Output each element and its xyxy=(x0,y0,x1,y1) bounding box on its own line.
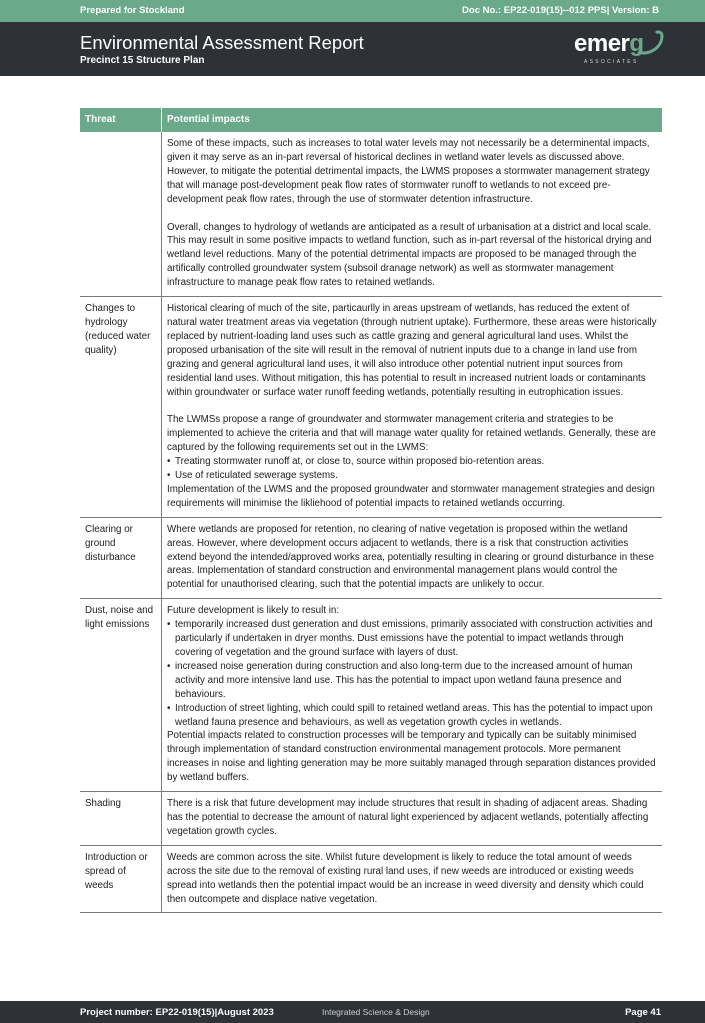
document-number: Doc No.: EP22-019(15)--012 PPS| Version: B xyxy=(462,5,659,16)
emerge-logo xyxy=(574,32,664,66)
table-header-row xyxy=(80,108,662,132)
threat-cell: Clearing or ground disturbance xyxy=(80,517,162,599)
impacts-cell xyxy=(162,599,663,792)
page-footer xyxy=(0,1001,705,1023)
impact-paragraph: Some of these impacts, such as increases to total water levels may not necessarily be a determinental impacts, given it may serve as an in-part reversal of historical declines in wetland water levels as discussed above. However, to mitigate the potential detrimental impacts, the LWMS proposes a stormwater management strategy that will manage post-development peak flow rates of stormwater runoff to wetlands to not exceed pre-development peak flow rates, through the use of stormwater detention infrastructure. xyxy=(167,138,650,205)
table-row xyxy=(80,599,662,792)
threats-table xyxy=(80,108,662,913)
bullet-item: • temporarily increased dust generation and dust emissions, primarily associated with construction activities and particularly if undertaken in dryer months. Dust emissions have the potential to impact wetlands through covering of vegetation and the ground surface with layers of dust. xyxy=(167,618,657,660)
impact-paragraph: Weeds are common across the site. Whilst future development is likely to reduce the total amount of weeds across the site due to the removal of existing rural land uses, if new weeds are introduced or existing weeds spread into wetlands then the potential impact would be an increase in weed diversity and density which could then outcompete and displace native vegetation. xyxy=(167,851,644,905)
impact-paragraph: Implementation of the LWMS and the proposed groundwater and stormwater management strategies and design requirements will minimise the likliehood of potential impacts to retained wetlands occurring. xyxy=(167,483,655,509)
report-header xyxy=(0,22,705,76)
project-number: Project number: EP22-019(15)|August 2023 xyxy=(80,1007,274,1018)
table-row xyxy=(80,517,662,599)
bullet-item: • Use of reticulated sewerage systems. xyxy=(167,469,657,483)
impact-paragraph: Historical clearing of much of the site, particaurlly in areas upstream of wetlands, has reduced the extent of natural water treatment areas via vegetation (through nutrient uptake). Furthermore, these areas were historically replaced by nutrient-loading land uses such as cattle grazing and general agricultural land uses. Whilst the proposed urbanisation of the site will result in the removal of nutrient inputs due to a change in land use from grazing and general agricultural land uses, it will also introduce other potential nutrient input sources from residential land uses. Without mitigation, this has potential to result in increased nutrient loads or contaminants within groundwater or surface water runoff feeding wetlands, potentially resulting in eutrophication issues. xyxy=(167,303,657,398)
footer-tagline: Integrated Science & Design xyxy=(322,1007,430,1017)
top-bar xyxy=(0,0,705,22)
bullet-list xyxy=(167,455,657,483)
impacts-cell xyxy=(162,845,663,913)
impacts-cell xyxy=(162,132,663,297)
impact-paragraph: Potential impacts related to construction processes will be temporary and typically can be suitably minimised through implementation of standard construction environmental management protocols. More permanent increases in noise and lighting generation may be more suitably managed through separation distances provided by wetland buffers. xyxy=(167,730,656,784)
threat-cell xyxy=(80,132,162,297)
impacts-cell xyxy=(162,517,663,599)
table-row xyxy=(80,845,662,913)
logo-swoosh-icon xyxy=(634,30,666,58)
impact-paragraph: There is a risk that future development may include structures that result in shading of adjacent areas. Shading has the potential to decrease the amount of natural light experienced by adjacent wetlands, potentially affecting vegetation growth cycles. xyxy=(167,798,649,837)
column-header-potential-impacts: Potential impacts xyxy=(162,108,663,132)
table-row xyxy=(80,297,662,518)
impact-paragraph: The LWMSs propose a range of groundwater and stormwater management criteria and strategies to be implemented to achieve the criteria and that will manage water quality for retained wetlands. Generally, these are captured by the following requirements set out in the LWMS: xyxy=(167,414,656,454)
impact-paragraph: Where wetlands are proposed for retention, no clearing of native vegetation is proposed within the wetland areas. However, where development occurs adjacent to wetlands, there is a risk that construction activities extend beyond the intended/approved works area, potentially resulting in clearing or ground disturbance in these areas. Implementation of standard construction and environmental management plans would control the potential for unauthorised clearing, such that the potential impacts are unlikely to occur. xyxy=(167,523,654,591)
threat-cell: Introduction or spread of weeds xyxy=(80,845,162,913)
threat-cell: Shading xyxy=(80,792,162,846)
bullet-item: • Treating stormwater runoff at, or close to, source within proposed bio-retention areas. xyxy=(167,455,657,469)
report-subtitle: Precinct 15 Structure Plan xyxy=(80,55,205,66)
bullet-list xyxy=(167,618,657,729)
page-number: Page 41 xyxy=(625,1007,661,1018)
prepared-for-label: Prepared for Stockland xyxy=(80,5,185,16)
logo-subtext: ASSOCIATES xyxy=(584,59,639,65)
threat-cell: Dust, noise and light emissions xyxy=(80,599,162,792)
impacts-cell xyxy=(162,297,663,518)
impacts-cell xyxy=(162,792,663,846)
report-title: Environmental Assessment Report xyxy=(80,32,364,53)
bullet-item: • increased noise generation during construction and also long-term due to the increased amount of human activity and more intensive land use. This has the potential to impact upon wetland fauna presence and behaviours. xyxy=(167,660,657,702)
table-row xyxy=(80,132,662,297)
table-row xyxy=(80,792,662,846)
impact-paragraph: Future development is likely to result in: xyxy=(167,605,340,617)
column-header-threat: Threat xyxy=(80,108,162,132)
bullet-item: • Introduction of street lighting, which could spill to retained wetland areas. This has the potential to impact upon wetland fauna presence and behaviours, as well as vegetation growth cycles in wetlands. xyxy=(167,702,657,730)
impact-paragraph: Overall, changes to hydrology of wetlands are anticipated as a result of urbanisation at a district and local scale. This may result in some positive impacts to wetland function, such as in-part reversal of the historical drying and wetland level reductions. Many of the potential detrimental impacts are proposed to be managed through the artifically controlled groundwater system (subsoil dranage network) as well as stormwater management infrastructure to manage peak flow rates to retained wetlands. xyxy=(167,221,652,289)
threat-cell: Changes to hydrology (reduced water quality) xyxy=(80,297,162,518)
logo-wordmark: emerg xyxy=(574,30,644,57)
